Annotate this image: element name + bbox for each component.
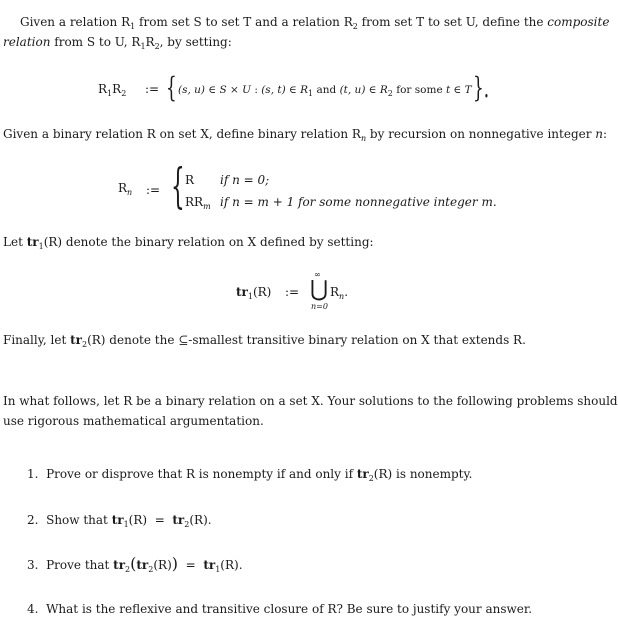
operator-name: tr	[70, 333, 82, 347]
math-text: (s, u) ∈ S × U	[178, 84, 251, 96]
subscript: 2	[352, 22, 358, 31]
subscript: 1	[247, 292, 253, 301]
subscript: 1	[215, 565, 221, 574]
text: R	[118, 181, 128, 195]
math-text: t ∈ T	[446, 84, 472, 96]
text: R	[98, 82, 108, 96]
big-union-icon: ⋃	[310, 277, 329, 302]
operator-name: tr	[172, 513, 185, 527]
paragraph-composite-definition	[3, 12, 610, 32]
operator-name: tr	[203, 558, 216, 572]
operator-name: tr	[111, 513, 124, 527]
subscript: m	[203, 202, 211, 211]
case-2-condition	[220, 192, 497, 212]
text: RR	[185, 195, 204, 209]
paragraph-tr1-intro	[3, 232, 583, 252]
list-number: 2.	[27, 513, 39, 527]
left-brace-icon: {	[166, 71, 177, 104]
paragraph-instructions-line2	[3, 411, 583, 431]
problem-3	[27, 554, 243, 575]
text: R	[330, 285, 340, 299]
case-1	[185, 170, 194, 190]
math-text: (s, t) ∈ R	[261, 84, 309, 96]
left-paren: (	[130, 554, 137, 573]
math-text: if n = 0;	[220, 173, 270, 187]
union-lower-limit: n=0	[311, 302, 328, 311]
problem-4	[27, 599, 532, 619]
subscript: 1	[38, 242, 44, 251]
subscript: n	[127, 188, 133, 197]
tr1-lhs	[236, 282, 271, 302]
subscript: n	[339, 292, 345, 301]
right-brace-icon: }.	[473, 71, 490, 104]
cases-brace-icon: {	[171, 158, 185, 214]
emphasis-term: composite	[547, 15, 610, 29]
operator-name: tr	[113, 558, 126, 572]
operator-name: tr	[356, 467, 369, 481]
math-text: if n = m + 1 for some nonnegative integer	[220, 195, 482, 209]
subscript: 1	[130, 22, 136, 31]
text: (R).	[220, 558, 243, 572]
text: In what follows, let R be a binary relation on a set X. Your solutions to the following problems should	[3, 394, 618, 408]
text: by recursion on nonnegative integer	[366, 127, 596, 141]
text: R	[112, 82, 122, 96]
composite-formula	[98, 78, 126, 100]
text: Show that	[46, 513, 112, 527]
text: Let	[3, 235, 27, 249]
subscript: n	[360, 134, 367, 143]
text: :	[603, 127, 608, 141]
defeq-symbol: :=	[285, 285, 300, 299]
set-builder-body	[178, 80, 472, 100]
defeq-symbol: :=	[146, 183, 161, 197]
text: Finally, let	[3, 333, 71, 347]
text: from set S to set T and a relation R	[135, 15, 353, 29]
text: R	[145, 35, 155, 49]
text: .	[492, 195, 497, 209]
subscript: 2	[387, 89, 393, 98]
subscript: 2	[125, 565, 131, 574]
recursion-lhs	[118, 178, 132, 198]
paragraph-composite-definition-line2	[3, 32, 583, 52]
math-text: m	[481, 195, 493, 209]
case-1-condition	[220, 170, 269, 190]
subscript: 2	[82, 340, 88, 349]
text: What is the reflexive and transitive closure of R? Be sure to justify your answer.	[46, 602, 533, 616]
text: , by setting:	[159, 35, 232, 49]
defeq-symbol: :=	[145, 82, 160, 96]
text: :	[250, 84, 262, 96]
operator-name: tr	[136, 558, 149, 572]
subscript: 1	[308, 89, 314, 98]
paragraph-recursion-intro	[3, 124, 608, 144]
text: Given a relation R	[20, 15, 131, 29]
right-paren: )	[171, 554, 179, 573]
case-2	[185, 192, 211, 212]
union-term	[330, 282, 348, 302]
text: use rigorous mathematical argumentation.	[3, 414, 264, 428]
list-number: 3.	[27, 558, 39, 572]
text: (R) denote the binary relation on X defined by setting:	[43, 235, 374, 249]
operator-name: tr	[236, 285, 248, 299]
text: (R)	[252, 285, 272, 299]
text: Prove that	[46, 558, 114, 572]
text: Prove or disprove that R is nonempty if and only if	[46, 467, 357, 481]
subscript: 1	[107, 89, 113, 98]
text: from S to U, R	[50, 35, 141, 49]
subscript: 1	[123, 520, 129, 529]
subscript: 2	[368, 474, 374, 483]
subscript: 2	[184, 520, 190, 529]
union-upper-limit: ∞	[314, 270, 321, 279]
emphasis-term: relation	[3, 35, 51, 49]
subscript: 2	[121, 89, 127, 98]
problem-1	[27, 464, 473, 484]
text: for some	[392, 84, 446, 96]
text: =	[178, 558, 204, 572]
paragraph-instructions-line1	[3, 391, 618, 411]
text: (R).	[189, 513, 212, 527]
problem-2	[27, 510, 212, 530]
paragraph-tr2-intro	[3, 330, 583, 350]
text: from set T to set U, define the	[357, 15, 548, 29]
text: R	[185, 173, 195, 187]
math-text: n	[595, 127, 604, 141]
text: (R) denote the ⊆-smallest transitive binary relation on X that extends R.	[87, 333, 526, 347]
text: .	[344, 285, 349, 299]
subscript: 2	[148, 565, 154, 574]
operator-name: tr	[26, 235, 39, 249]
text: Given a binary relation R on set X, define binary relation R	[3, 127, 361, 141]
subscript: 1	[140, 42, 146, 51]
text: (R) is nonempty.	[373, 467, 473, 481]
text: and	[313, 84, 340, 96]
text: (R) =	[128, 513, 173, 527]
subscript: 2	[154, 42, 160, 51]
math-text: (t, u) ∈ R	[339, 84, 388, 96]
text: (R)	[153, 558, 172, 572]
list-number: 4.	[27, 602, 39, 616]
list-number: 1.	[27, 467, 39, 481]
